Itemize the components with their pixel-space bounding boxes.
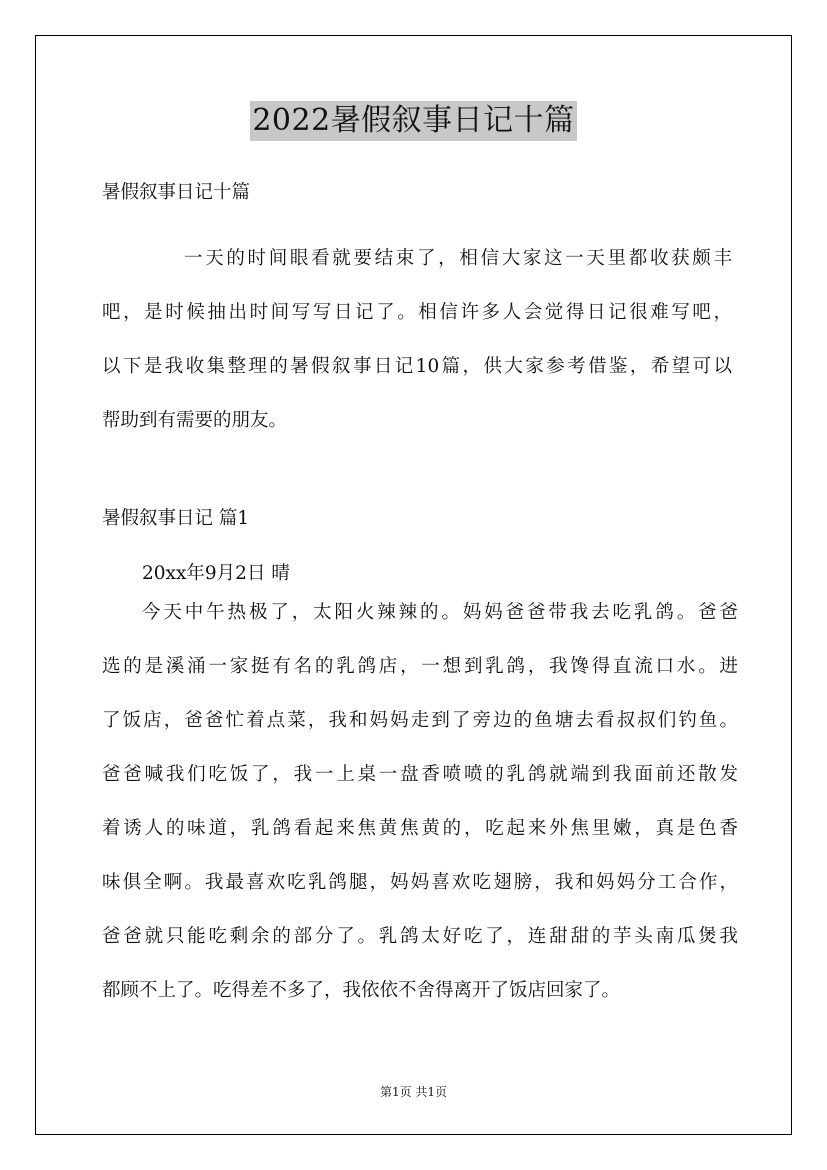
diary-line: 爸爸就只能吃剩余的部分了。乳鸽太好吃了，连甜甜的芋头南瓜煲我 <box>102 926 738 947</box>
diary-date-line: 20xx年9月2日 晴 <box>142 563 290 584</box>
diary-line: 味俱全啊。我最喜欢吃乳鸽腿，妈妈喜欢吃翅膀，我和妈妈分工合作， <box>102 872 738 893</box>
intro-paragraph <box>102 232 732 448</box>
intro-line: 吧，是时候抽出时间写写日记了。相信许多人会觉得日记很难写吧， <box>102 302 732 323</box>
diary-line: 着诱人的味道，乳鸽看起来焦黄焦黄的，吃起来外焦里嫩，真是色香 <box>102 818 738 839</box>
intro-line: 以下是我收集整理的暑假叙事日记10篇，供大家参考借鉴，希望可以 <box>102 356 732 377</box>
diary-line: 都顾不上了。吃得差不多了，我依依不舍得离开了饭店回家了。 <box>102 980 621 1001</box>
document-title: 2022暑假叙事日记十篇 <box>250 101 576 141</box>
section-heading: 暑假叙事日记 篇1 <box>102 508 250 529</box>
document-subtitle: 暑假叙事日记十篇 <box>102 182 251 203</box>
intro-line: 帮助到有需要的朋友。 <box>102 410 288 431</box>
diary-line: 选的是溪涌一家挺有名的乳鸽店，一想到乳鸽，我馋得直流口水。进 <box>102 656 738 677</box>
diary-line: 了饭店，爸爸忙着点菜，我和妈妈走到了旁边的鱼塘去看叔叔们钓鱼。 <box>102 710 738 731</box>
diary-paragraph <box>102 586 738 1018</box>
intro-line: 一天的时间眼看就要结束了，相信大家这一天里都收获颇丰 <box>184 248 732 269</box>
title-container <box>0 101 827 141</box>
diary-line: 今天中午热极了，太阳火辣辣的。妈妈爸爸带我去吃乳鸽。爸爸 <box>142 602 738 623</box>
page-footer: 第1页 共1页 <box>379 1085 448 1099</box>
diary-line: 爸爸喊我们吃饭了，我一上桌一盘香喷喷的乳鸽就端到我面前还散发 <box>102 764 738 785</box>
